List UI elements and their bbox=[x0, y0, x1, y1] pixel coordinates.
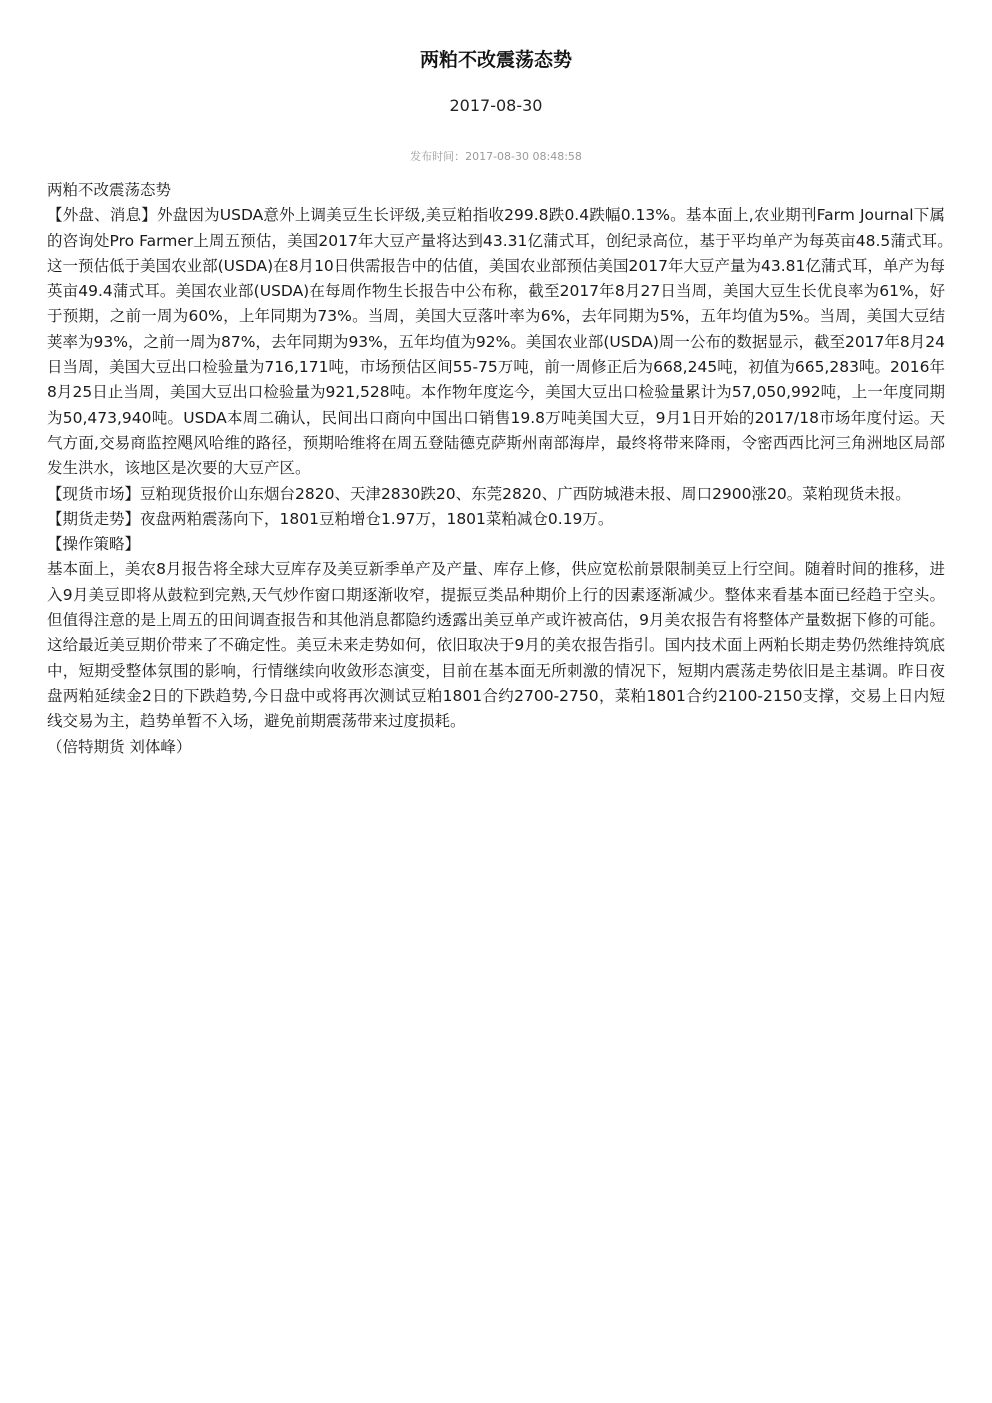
article-heading: 两粕不改震荡态势 bbox=[47, 181, 172, 199]
external-news-paragraph: 【外盘、消息】外盘因为USDA意外上调美豆生长评级,美豆粕指收299.8跌0.4跌幅0.13%。基本面上,农业期刊Farm Journal下属的咨询处Pro Farmer上周五预估，美国2017年大豆产量将达到43.31亿蒲式耳，创纪录高位，基于平均单产为每英亩48.5蒲式耳。 这一预估低于美国农业部(USDA)在8月10日供需报告中的估值，美国农业部预估美国2017年大豆产量为43.81亿蒲式耳，单产为每英亩49.4蒲式耳。美国农业部(USDA)在每周作物生长报告中公布称，截至2017年8月27日当周，美国大豆生长优良率为61%，好于预期，之前一周为60%，上年同期为73%。当周，美国大豆落叶率为6%，去年同期为5%，五年均值为5%。当周，美国大豆结荚率为93%，之前一周为87%，去年同期为93%，五年均值为92%。美国农业部(USDA)周一公布的数据显示，截至2017年8月24日当周，美国大豆出口检验量为716,171吨，市场预估区间55-75万吨，前一周修正后为668,245吨，初值为665,283吨。2016年8月25日止当周，美国大豆出口检验量为921,528吨。本作物年度迄今，美国大豆出口检验量累计为57,050,992吨，上一年度同期为50,473,940吨。USDA本周二确认，民间出口商向中国出口销售19.8万吨美国大豆，9月1日开始的2017/18市场年度付运。天气方面,交易商监控飓风哈维的路径，预期哈维将在周五登陆德克萨斯州南部海岸，最终将带来降雨，令密西西比河三角洲地区局部发生洪水，该地区是次要的大豆产区。 bbox=[47, 206, 961, 478]
futures-trend-paragraph: 【期货走势】夜盘两粕震荡向下，1801豆粕增仓1.97万，1801菜粕减仓0.19万。 bbox=[47, 509, 614, 528]
publish-time-line bbox=[0, 149, 992, 165]
spot-market-paragraph: 【现货市场】豆粕现货报价山东烟台2820、天津2830跌20、东莞2820、广西防城港未报、周口2900涨20。菜粕现货未报。 bbox=[47, 484, 911, 503]
strategy-paragraph: 基本面上，美农8月报告将全球大豆库存及美豆新季单产及产量、库存上修，供应宽松前景限制美豆上行空间。随着时间的推移，进入9月美豆即将从鼓粒到完熟,天气炒作窗口期逐渐收窄，提振豆类品种期价上行的因素逐渐减少。整体来看基本面已经趋于空头。但值得注意的是上周五的田间调查报告和其他消息都隐约透露出美豆单产或许被高估，9月美农报告有将整体产量数据下修的可能。这给最近美豆期价带来了不确定性。美豆未来走势如何，依旧取决于9月的美农报告指引。国内技术面上两粕长期走势仍然维持筑底中，短期受整体氛围的影响，行情继续向收敛形态演变，目前在基本面无所刺激的情况下，短期内震荡走势依旧是主基调。昨日夜盘两粕延续金2日的下跌趋势,今日盘中或将再次测试豆粕1801合约2700-2750，菜粕1801合约2100-2150支撑，交易上日内短线交易为主，趋势单暂不入场，避免前期震荡带来过度损耗。 bbox=[47, 560, 945, 731]
author-line: （倍特期货 刘体峰） bbox=[47, 737, 192, 756]
article-body bbox=[47, 178, 961, 760]
document-date: 2017-08-30 bbox=[449, 96, 543, 115]
publish-time-label: 发布时间： bbox=[410, 150, 466, 163]
strategy-heading: 【操作策略】 bbox=[47, 535, 141, 554]
publish-time-value: 2017-08-30 08:48:58 bbox=[465, 150, 582, 163]
document-title: 两粕不改震荡态势 bbox=[419, 49, 572, 71]
